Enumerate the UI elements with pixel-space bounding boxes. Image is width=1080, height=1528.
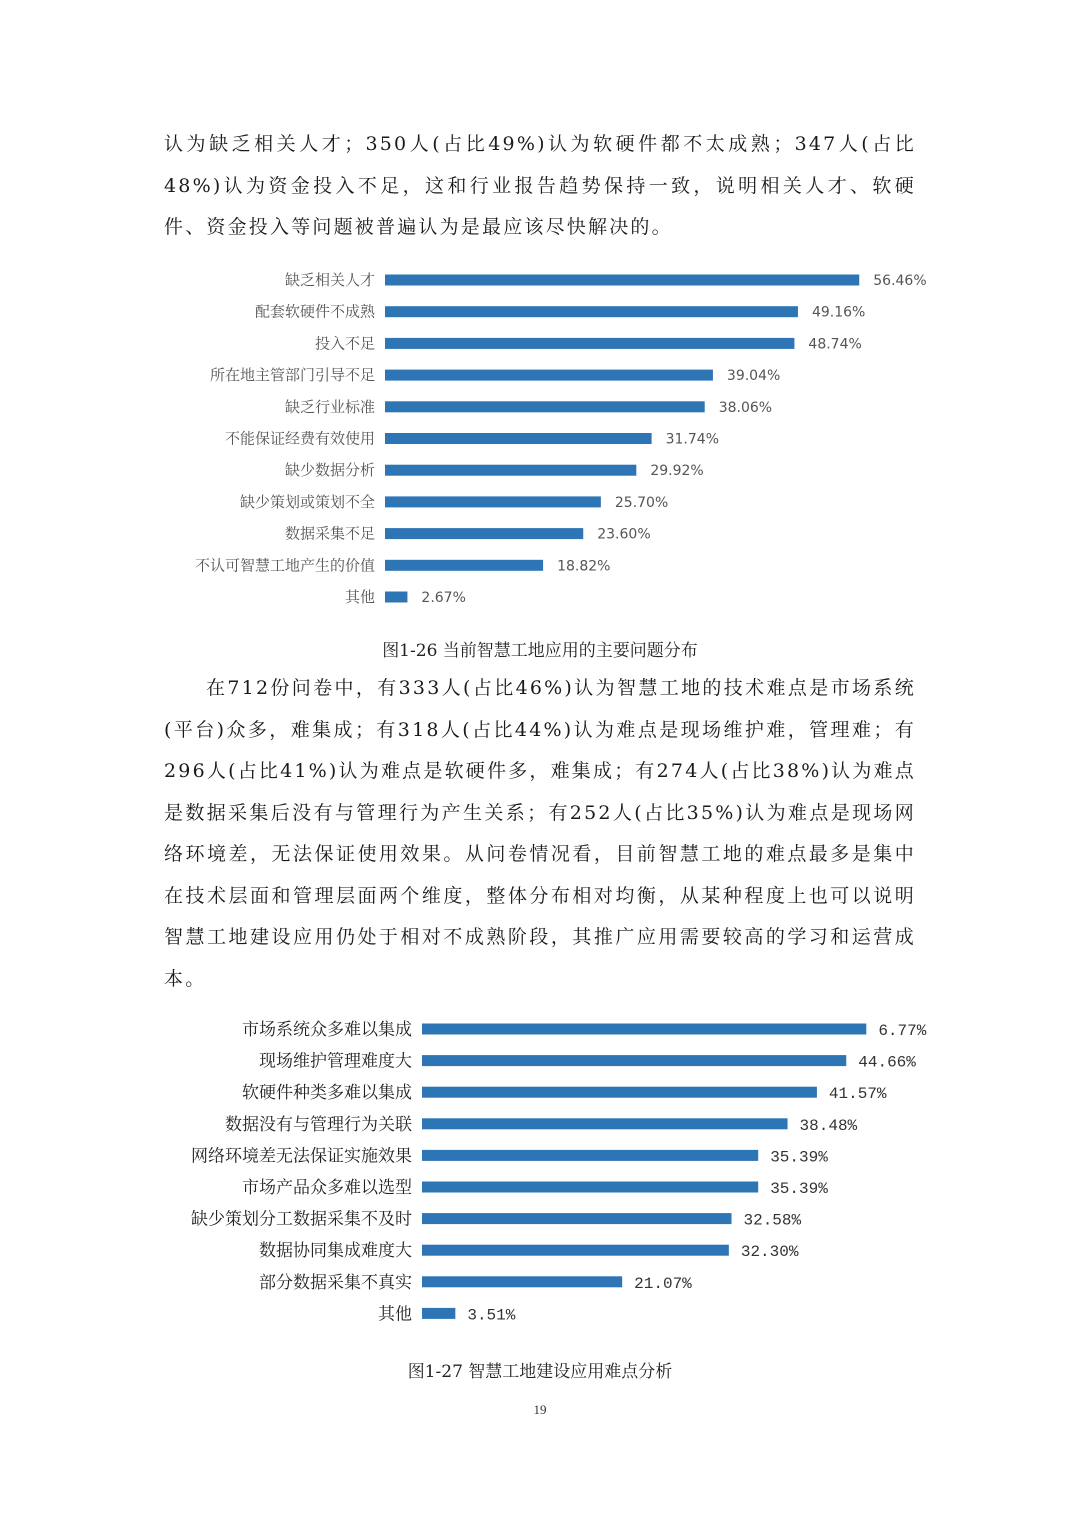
paragraph-1 [164, 124, 916, 249]
difficulty-analysis-chart [0, 1010, 1080, 1340]
category-label-8: 数据协同集成难度大 [259, 1241, 412, 1262]
category-label-7: 缺少策划分工数据采集不及时 [191, 1209, 412, 1230]
value-label-10: 18.82% [557, 558, 611, 575]
value-label-3: 41.57% [828, 1085, 887, 1104]
bar-9 [422, 1276, 622, 1287]
bar-5 [422, 1150, 758, 1161]
bar-2 [422, 1055, 846, 1066]
value-label-11: 2.67% [421, 590, 466, 606]
value-label-1: 6.77% [878, 1022, 927, 1040]
value-label-9: 23.60% [597, 526, 651, 543]
value-label-5: 35.39% [770, 1148, 828, 1167]
problem-distribution-chart [0, 258, 1080, 618]
category-label-6: 不能保证经费有效使用 [224, 429, 375, 448]
category-label-11: 其他 [344, 588, 375, 606]
category-label-10: 其他 [378, 1304, 412, 1325]
category-label-7: 缺少数据分析 [284, 461, 375, 480]
category-label-4: 数据没有与管理行为关联 [225, 1114, 412, 1135]
value-label-6: 31.74% [665, 431, 720, 448]
bar-5 [385, 401, 705, 412]
bar-1 [385, 275, 859, 286]
category-label-8: 缺少策划或策划不全 [239, 492, 375, 511]
paragraph-2 [164, 668, 916, 1000]
bar-4 [422, 1118, 788, 1129]
category-label-9: 数据采集不足 [284, 524, 375, 543]
value-label-7: 29.92% [650, 463, 704, 480]
value-label-6: 35.39% [770, 1180, 828, 1198]
paragraph-2-text: 在712份问卷中，有333人(占比46%)认为智慧工地的技术难点是市场系统(平台)众多，难集成；有318人(占比44%)认为难点是现场维护难，管理难；有296人(占比41%)认为难点是软硬件多，难集成；有274人(占比38%)认为难点是数据采集后没有与管理行为产生关系；有252人(占比35%)认为难点是现场网络环境差，无法保证使用效果。从问卷情况看，目前智慧工地的难点最多是集中在技术层面和管理层面两个维度，整体分布相对均衡，从某种程度上也可以说明智慧工地建设应用仍处于相对不成熟阶段，其推广应用需要较高的学习和运营成本。 [164, 677, 916, 990]
bar-9 [385, 528, 583, 539]
bar-6 [385, 433, 652, 444]
page-number: 19 [533, 1402, 547, 1417]
value-label-2: 49.16% [811, 304, 866, 321]
bar-4 [385, 370, 713, 381]
category-label-2: 配套软硬件不成熟 [254, 302, 375, 321]
value-label-9: 21.07% [634, 1274, 692, 1293]
category-label-10: 不认可智慧工地产生的价值 [194, 556, 375, 575]
value-label-8: 32.30% [740, 1243, 799, 1262]
category-label-5: 网络环境差无法保证实施效果 [191, 1146, 412, 1167]
value-label-4: 38.48% [799, 1116, 858, 1135]
category-label-2: 现场维护管理难度大 [259, 1051, 412, 1072]
value-label-2: 44.66% [858, 1053, 916, 1072]
paragraph-1-text: 认为缺乏相关人才；350人(占比49%)认为软硬件都不太成熟；347人(占比48%)认为资金投入不足，这和行业报告趋势保持一致，说明相关人才、软硬件、资金投入等问题被普遍认为是最应该尽快解决的。 [164, 133, 916, 238]
category-label-1: 市场系统众多难以集成 [242, 1020, 412, 1040]
value-label-3: 48.74% [808, 336, 862, 353]
value-label-4: 39.04% [726, 368, 781, 385]
value-label-1: 56.46% [873, 273, 927, 289]
value-label-5: 38.06% [718, 399, 773, 416]
category-label-1: 缺乏相关人才 [284, 271, 375, 289]
figure-1-26-caption: 图1-26 当前智慧工地应用的主要问题分布 [382, 641, 698, 661]
bar-7 [422, 1213, 732, 1224]
category-label-3: 软硬件种类多难以集成 [242, 1083, 412, 1104]
bar-3 [422, 1087, 817, 1098]
bar-10 [385, 560, 543, 571]
category-label-3: 投入不足 [314, 334, 375, 353]
category-label-5: 缺乏行业标准 [284, 397, 375, 416]
figure-1-27-caption: 图1-27 智慧工地建设应用难点分析 [407, 1362, 673, 1382]
bar-8 [422, 1245, 729, 1256]
bar-10 [422, 1308, 455, 1319]
category-label-4: 所在地主管部门引导不足 [209, 366, 375, 385]
value-label-7: 32.58% [743, 1211, 802, 1230]
bar-2 [385, 306, 798, 317]
bar-11 [385, 592, 407, 603]
category-label-6: 市场产品众多难以选型 [242, 1178, 412, 1198]
category-label-9: 部分数据采集不真实 [259, 1272, 412, 1293]
bar-8 [385, 496, 601, 507]
value-label-10: 3.51% [467, 1306, 516, 1325]
bar-1 [422, 1024, 866, 1035]
bar-7 [385, 465, 636, 476]
bar-6 [422, 1182, 758, 1193]
bar-3 [385, 338, 794, 349]
value-label-8: 25.70% [614, 494, 669, 511]
